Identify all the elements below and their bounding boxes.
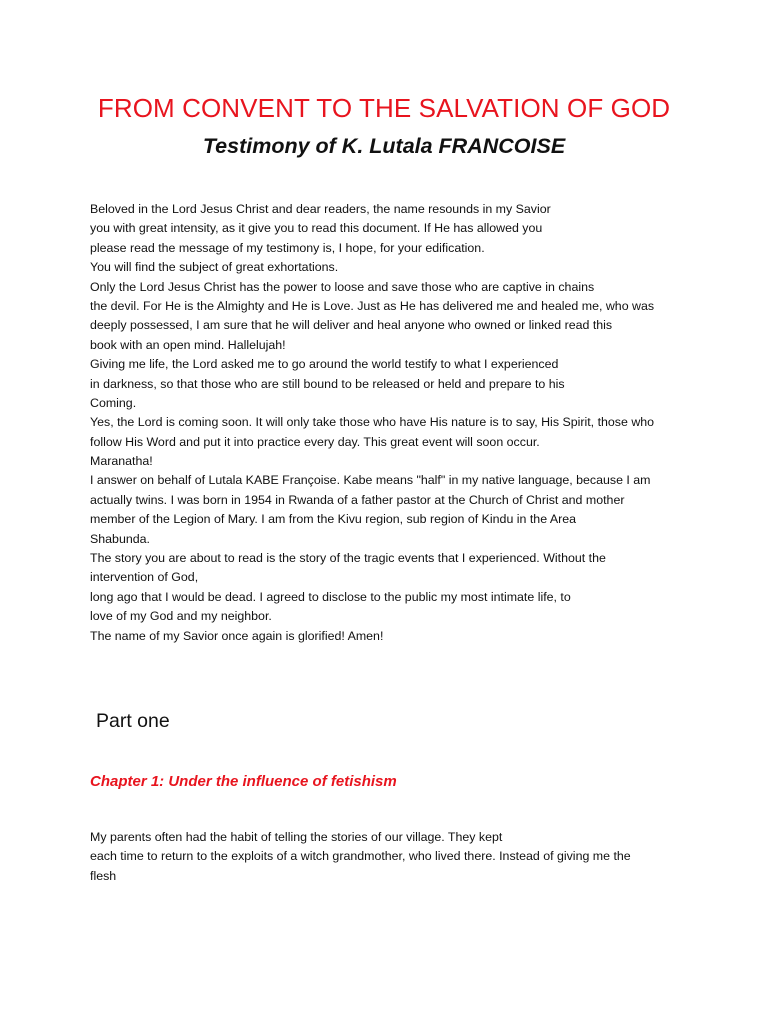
- intro-line: Maranatha!: [90, 454, 153, 469]
- intro-line: book with an open mind. Hallelujah!: [90, 337, 286, 352]
- intro-line: follow His Word and put it into practice every day. This great event will soon occur.: [90, 434, 540, 449]
- intro-line: actually twins. I was born in 1954 in Rwanda of a father pastor at the Church of Christ and mother: [90, 492, 625, 507]
- intro-line: in darkness, so that those who are still bound to be released or held and prepare to his: [90, 376, 565, 391]
- intro-line: Only the Lord Jesus Christ has the power to loose and save those who are captive in chains: [90, 279, 595, 294]
- chapter-line: My parents often had the habit of telling the stories of our village. They kept: [90, 830, 503, 844]
- intro-line: member of the Legion of Mary. I am from the Kivu region, sub region of Kindu in the Area: [90, 512, 577, 527]
- intro-line: Shabunda.: [90, 531, 150, 546]
- intro-line: love of my God and my neighbor.: [90, 609, 272, 624]
- chapter-heading: Chapter 1: Under the influence of fetishism: [90, 773, 397, 790]
- intro-line: Giving me life, the Lord asked me to go around the world testify to what I experienced: [90, 357, 559, 372]
- chapter-body: [90, 828, 730, 886]
- intro-line: deeply possessed, I am sure that he will deliver and heal anyone who owned or linked read this: [90, 318, 613, 333]
- chapter-line: each time to return to the exploits of a witch grandmother, who lived there. Instead of giving me the: [90, 849, 631, 864]
- intro-line: long ago that I would be dead. I agreed to disclose to the public my most intimate life, to: [90, 589, 571, 604]
- document-title: FROM CONVENT TO THE SALVATION OF GOD: [97, 93, 671, 123]
- intro-line: The story you are about to read is the story of the tragic events that I experienced. Without the: [90, 551, 606, 566]
- intro-line: the devil. For He is the Almighty and He is Love. Just as He has delivered me and healed me, who was: [90, 298, 655, 313]
- chapter-line: flesh: [90, 868, 117, 883]
- intro-line: You will find the subject of great exhortations.: [90, 260, 339, 275]
- intro-line: please read the message of my testimony is, I hope, for your edification.: [90, 240, 485, 255]
- intro-section: [90, 200, 730, 646]
- intro-line: The name of my Savior once again is glorified! Amen!: [90, 628, 384, 643]
- part-heading: Part one: [96, 710, 170, 732]
- document-subtitle: Testimony of K. Lutala FRANCOISE: [202, 134, 566, 158]
- intro-line: Coming.: [90, 395, 137, 410]
- intro-line: I answer on behalf of Lutala KABE Françoise. Kabe means "half" in my native language, because I am: [90, 473, 651, 488]
- intro-line: intervention of God,: [90, 570, 199, 585]
- intro-line: Yes, the Lord is coming soon. It will only take those who have His nature is to say, His Spirit, those who: [90, 415, 655, 430]
- intro-line: Beloved in the Lord Jesus Christ and dear readers, the name resounds in my Savior: [90, 202, 551, 216]
- intro-line: you with great intensity, as it give you to read this document. If He has allowed you: [90, 221, 543, 236]
